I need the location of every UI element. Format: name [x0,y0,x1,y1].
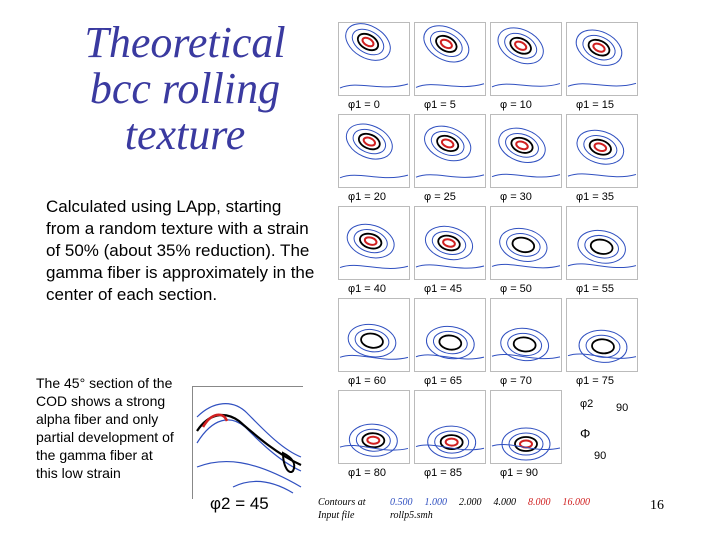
section-contour-map [414,114,486,188]
contour-level: 0.500 [390,497,413,508]
odf-section [338,390,410,482]
contour-level: 2.000 [459,497,482,508]
odf-section [490,22,562,114]
description-text: Calculated using LApp, starting from a random texture with a strain of 50% (about 35% reduction). The gamma fiber is approximately in the center of each section. [46,197,315,304]
odf-section [566,114,638,206]
section-contour-map [414,206,486,280]
section-label: φ1 = 60 [348,375,387,387]
section-label: φ1 = 85 [424,467,463,479]
odf-section [490,206,562,298]
section-contour-map [338,114,410,188]
odf-section [566,206,638,298]
Phi-axis-max: 90 [594,450,607,462]
section-label: φ1 = 20 [348,191,387,203]
section-contour-map [490,114,562,188]
odf-section [338,206,410,298]
contour-legend [318,496,648,522]
contour-level: 4.000 [493,497,516,508]
odf-section [414,114,486,206]
contour-level: 16.000 [562,497,590,508]
contour-level: 8.000 [528,497,551,508]
contour-level: 1.000 [424,497,447,508]
odf-section [338,22,410,114]
section-contour-map [490,298,562,372]
section-contour-map [566,114,638,188]
input-file-label: Input file [318,510,355,521]
section-contour-map [490,22,562,96]
section-label: φ = 70 [500,375,532,387]
section-label: φ1 = 80 [348,467,387,479]
section-contour-map [566,298,638,372]
odf-section [566,22,638,114]
section-contour-map [338,390,410,464]
inset-contour-map [193,387,303,499]
section-label: φ1 = 65 [424,375,463,387]
section-contour-map [338,206,410,280]
input-file-name: rollp5.smh [390,510,433,521]
section-contour-map [414,22,486,96]
section-label: φ1 = 45 [424,283,463,295]
section-contour-map [566,206,638,280]
title-line-2: bcc rolling [89,64,281,113]
odf-section [338,114,410,206]
odf-section [414,298,486,390]
section-label: φ1 = 55 [576,283,615,295]
phi2-axis-label: φ2 [580,398,594,410]
odf-section [338,298,410,390]
section-label: φ = 25 [424,191,456,203]
inset-label: φ2 = 45 [210,494,269,513]
phi2-axis-max: 90 [616,402,629,414]
odf-section-grid [338,22,642,492]
slide-title [40,20,330,158]
section-contour-map [414,298,486,372]
phi2-45-section-inset [192,386,303,499]
title-line-1: Theoretical [84,18,286,67]
section-label: φ1 = 75 [576,375,615,387]
section-label: φ1 = 90 [500,467,539,479]
section-contour-map [490,206,562,280]
odf-section [490,390,562,482]
section-label: φ = 10 [500,99,532,111]
odf-section [490,298,562,390]
section-label: φ1 = 15 [576,99,615,111]
note-text: The 45° section of the COD shows a strong alpha fiber and only partial development of the gamma fiber at this low strain [36,375,174,481]
section-label: φ = 50 [500,283,532,295]
contour-levels [390,496,602,509]
title-line-3: texture [124,110,246,159]
odf-section [414,390,486,482]
odf-section [414,206,486,298]
section-contour-map [338,298,410,372]
section-label: φ1 = 5 [424,99,456,111]
section-contour-map [566,22,638,96]
section-contour-map [414,390,486,464]
odf-section [490,114,562,206]
section-label: φ1 = 35 [576,191,615,203]
slide-number: 16 [650,498,664,513]
odf-section [414,22,486,114]
section-contour-map [490,390,562,464]
Phi-axis-label: Φ [580,426,591,441]
odf-section [566,298,638,390]
section-label: φ = 30 [500,191,532,203]
contours-label: Contours at [318,497,366,508]
section-label: φ1 = 0 [348,99,380,111]
section-contour-map [338,22,410,96]
section-label: φ1 = 40 [348,283,387,295]
